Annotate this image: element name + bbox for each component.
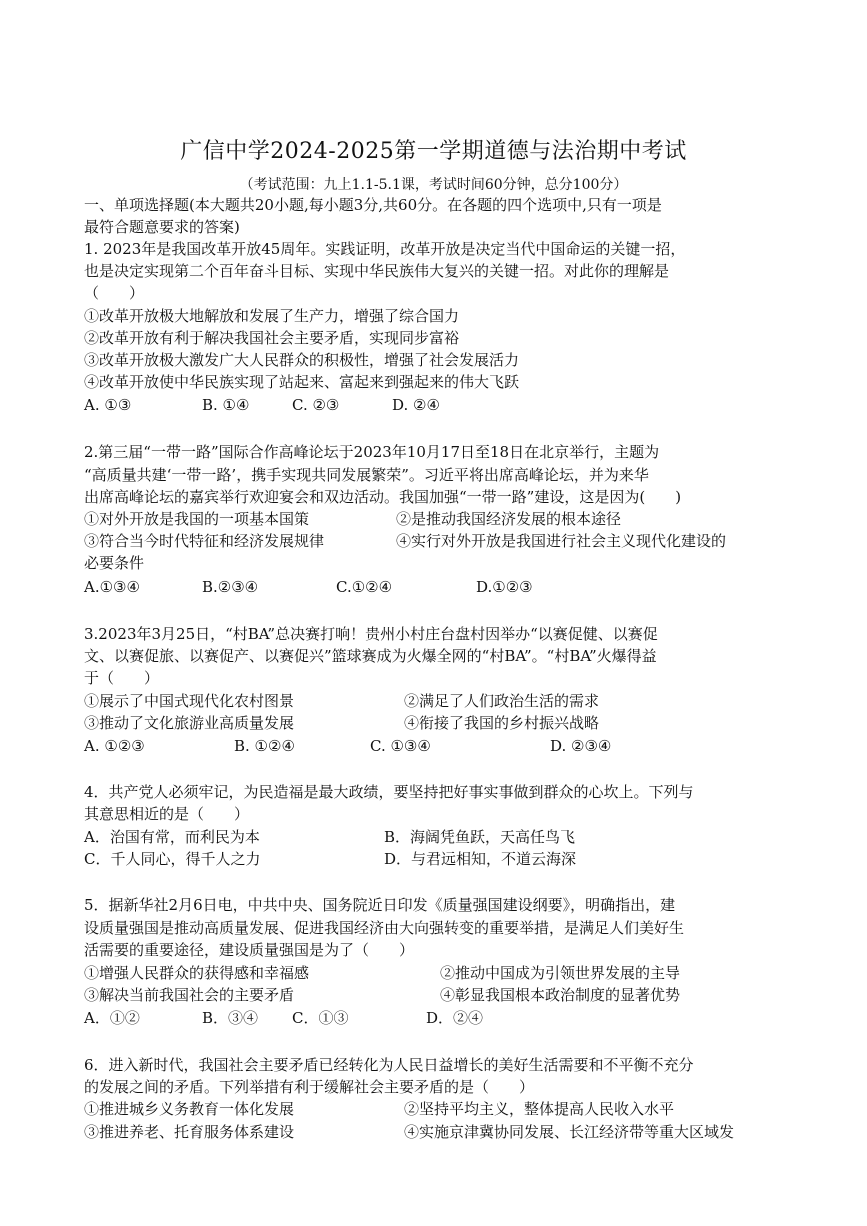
options-row [84,735,784,757]
statement: ②坚持平均主义，整体提高人民收入水平 [404,1100,675,1118]
statement: ③符合当今时代特征和经济发展规律 [84,532,325,550]
question-stem: 其意思相近的是（ ） [84,805,250,823]
question-stem: 文、以赛促旅、以赛促产、以赛促兴”篮球赛成为火爆全网的“村BA”。“村BA”火爆得益 [84,647,657,665]
option-c[interactable]: C．①③ [292,1009,349,1027]
options-row [84,576,784,598]
question-stem: 于（ ） [84,669,160,687]
statements-row [84,984,804,1006]
statement: ②满足了人们政治生活的需求 [404,692,600,710]
statements-row [84,690,804,712]
option-d[interactable]: D．②④ [426,1009,484,1027]
question-stem: 5．据新华社2月6日电，中共中央、国务院近日印发《质量强国建设纲要》，明确指出，建 [84,896,676,914]
option-d[interactable]: D.①②③ [476,578,533,596]
option-c[interactable]: C．千人同心，得千人之力 [84,850,261,868]
option-c[interactable]: C.①②④ [336,578,393,596]
statement: ④实施京津冀协同发展、长江经济带等重大区域发 [404,1123,735,1141]
option-c[interactable]: C. ①③④ [370,737,431,755]
option-a[interactable]: A. ①②③ [84,737,145,755]
options-row [84,1007,784,1029]
statements-row [84,712,804,734]
options-row [84,848,804,870]
statement: ④实行对外开放是我国进行社会主义现代化建设的 [396,532,727,550]
question-stem: “高质量共建‘一带一路’，携手实现共同发展繁荣”。习近平将出席高峰论坛，并为来华 [84,466,649,484]
question-stem: 2.第三届“一带一路”国际合作高峰论坛于2023年10月17日至18日在北京举行，主题为 [84,443,660,461]
statement: ①改革开放极大地解放和发展了生产力，增强了综合国力 [84,307,460,325]
statements-row [84,1121,804,1143]
statement: ④衔接了我国的乡村振兴战略 [404,714,600,732]
statement: ①推进城乡义务教育一体化发展 [84,1100,295,1118]
question-stem: 3.2023年3月25日，“村BA”总决赛打响！贵州小村庄台盘村因举办“以赛促健、以赛促 [84,625,658,643]
option-b[interactable]: B. ①②④ [234,737,295,755]
statement: ④改革开放使中华民族实现了站起来、富起来到强起来的伟大飞跃 [84,373,520,391]
question-stem: 出席高峰论坛的嘉宾举行欢迎宴会和双边活动。我国加强“一带一路”建设，这是因为( ) [84,488,682,506]
statement: ③解决当前我国社会的主要矛盾 [84,986,295,1004]
statement: ②推动中国成为引领世界发展的主导 [440,964,681,982]
statement: ④彰显我国根本政治制度的显著优势 [440,986,681,1004]
statement: ②是推动我国经济发展的根本途径 [396,510,622,528]
option-c[interactable]: C. ②③ [292,396,340,414]
section-heading: 一、单项选择题(本大题共20小题,每小题3分,共60分。在各题的四个选项中,只有一项是 [84,196,662,214]
question-stem: 1. 2023年是我国改革开放45周年。实践证明，改革开放是决定当代中国命运的关键一招， [84,240,686,258]
statement: ②改革开放有利于解决我国社会主要矛盾，实现同步富裕 [84,329,460,347]
option-b[interactable]: B. ①④ [202,396,250,414]
section-heading-cont: 最符合题意要求的答案) [84,218,240,236]
statements-row [84,962,804,984]
statement: ①增强人民群众的获得感和幸福感 [84,964,310,982]
options-row [84,826,804,848]
statement-cont: 必要条件 [84,554,145,572]
statement: ③改革开放极大激发广大人民群众的积极性，增强了社会发展活力 [84,351,520,369]
option-a[interactable]: A．治国有常，而利民为本 [84,828,260,846]
option-d[interactable]: D. ②③④ [550,737,612,755]
option-a[interactable]: A.①③④ [84,578,140,596]
exam-subtitle: （考试范围：九上1.1-5.1课，考试时间60分钟，总分100分） [239,177,628,193]
statement: ③推动了文化旅游业高质量发展 [84,714,295,732]
option-b[interactable]: B.②③④ [202,578,259,596]
statements-row [84,508,804,530]
statement: ③推进养老、托育服务体系建设 [84,1123,295,1141]
statements-row [84,530,804,552]
question-stem: （ ） [84,284,145,302]
option-a[interactable]: A. ①③ [84,396,132,414]
question-stem: 的发展之间的矛盾。下列举措有利于缓解社会主要矛盾的是（ ） [84,1078,535,1096]
option-b[interactable]: B．海阔凭鱼跃，天高任鸟飞 [384,828,576,846]
option-a[interactable]: A．①② [84,1009,140,1027]
question-stem: 活需要的重要途径，建设质量强国是为了（ ） [84,941,415,959]
question-stem: 设质量强国是推动高质量发展、促进我国经济由大向强转变的重要举措，是满足人们美好生 [84,919,685,937]
option-b[interactable]: B．③④ [202,1009,259,1027]
options-row [84,394,784,416]
option-d[interactable]: D．与君远相知，不道云海深 [384,850,577,868]
question-stem: 也是决定实现第二个百年奋斗目标、实现中华民族伟大复兴的关键一招。对此你的理解是 [84,262,670,280]
exam-title: 广信中学2024-2025第一学期道德与法治期中考试 [180,139,687,164]
question-stem: 6．进入新时代，我国社会主要矛盾已经转化为人民日益增长的美好生活需要和不平衡不充分 [84,1056,694,1074]
option-d[interactable]: D. ②④ [392,396,440,414]
statements-row [84,1098,804,1120]
question-stem: 4．共产党人必须牢记，为民造福是最大政绩，要坚持把好事实事做到群众的心坎上。下列与 [84,783,694,801]
statement: ①对外开放是我国的一项基本国策 [84,510,310,528]
statement: ①展示了中国式现代化农村图景 [84,692,295,710]
